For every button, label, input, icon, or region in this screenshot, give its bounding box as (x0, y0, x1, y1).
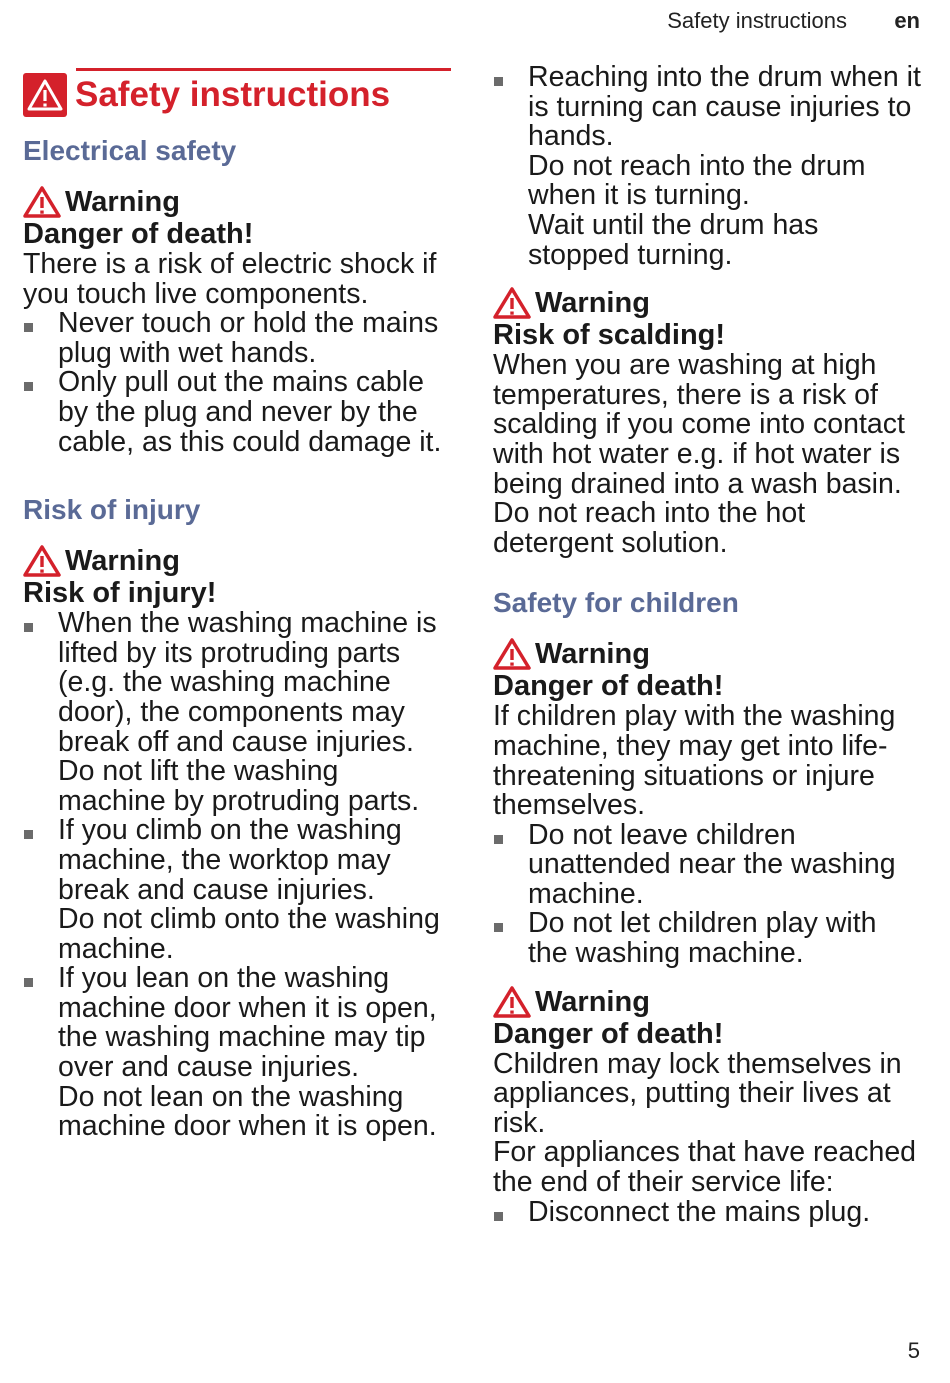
list-item: Disconnect the mains plug. (493, 1198, 923, 1228)
bullet-list (23, 609, 451, 1142)
right-column (493, 0, 923, 1227)
title-row (23, 73, 451, 117)
warning-triangle-icon (23, 186, 61, 218)
list-item-text: Reaching into the drum when it is turning can cause injuries to hands. (528, 61, 921, 153)
paragraph: For appliances that have reached the end of their service life: (493, 1136, 917, 1199)
warning-text: Warning (535, 638, 650, 671)
list-item-action: Do not climb onto the washing machine. (58, 903, 440, 965)
warning-triangle-icon (493, 986, 531, 1018)
hazard-text: Danger of death! (23, 218, 254, 250)
list-item-text: If you lean on the washing machine door when it is open, the washing machine may tip over and cause injuries. (58, 962, 437, 1084)
warning-triangle-icon (23, 73, 67, 117)
title-rule (76, 68, 451, 71)
warning-label (23, 186, 451, 218)
warning-triangle-icon (493, 638, 531, 670)
list-item-action: Do not lift the washing machine by protruding parts. (58, 755, 420, 817)
warning-label (493, 986, 923, 1018)
list-item (23, 964, 451, 1142)
bullet-list (493, 63, 923, 270)
header-section-title: Safety instructions (667, 8, 847, 33)
list-item: Do not let children play with the washing machine. (493, 909, 923, 968)
list-item (23, 816, 451, 964)
heading-risk-of-injury: Risk of injury (23, 494, 201, 526)
list-item: Only pull out the mains cable by the plug and never by the cable, as this could damage it. (23, 368, 451, 457)
page-title: Safety instructions (75, 75, 391, 114)
warning-text: Warning (535, 985, 650, 1018)
list-item-action: Do not reach into the drum when it is turning. (528, 149, 866, 212)
list-item-text: When the washing machine is lifted by its protruding parts (e.g. the washing machine door), the components may break off and cause injuries. (58, 607, 437, 758)
bullet-list (23, 309, 451, 457)
list-item (23, 609, 451, 816)
heading-electrical-safety: Electrical safety (23, 135, 237, 166)
hazard-text: Danger of death! (493, 1017, 724, 1050)
warning-text: Warning (65, 545, 180, 578)
warning-label (23, 545, 451, 577)
heading-safety-for-children: Safety for children (493, 587, 739, 619)
bullet-list (493, 1195, 923, 1228)
paragraph: Do not reach into the hot detergent solution. (493, 497, 806, 559)
warning-label (493, 287, 923, 319)
paragraph: Children may lock themselves in appliances, putting their lives at risk. (493, 1047, 902, 1139)
paragraph: When you are washing at high temperatures, there is a risk of scalding if you come into contact with hot water e.g. if hot water is being drained into a wash basin. (493, 349, 905, 500)
warning-triangle-icon (23, 545, 61, 577)
list-item: Do not leave children unattended near the washing machine. (493, 821, 923, 910)
paragraph: There is a risk of electric shock if you touch live components. (23, 248, 437, 310)
hazard-text: Risk of scalding! (493, 319, 726, 352)
left-column (23, 0, 451, 1142)
bullet-list (493, 818, 923, 970)
list-item: Never touch or hold the mains plug with wet hands. (23, 309, 451, 368)
paragraph: If children play with the washing machine, they may get into life-threatening situations or injure themselves. (493, 700, 896, 822)
list-item-text: If you climb on the washing machine, the worktop may break and cause injuries. (58, 814, 402, 906)
header-language-code: en (894, 8, 920, 33)
warning-triangle-icon (493, 287, 531, 319)
list-item-action: Wait until the drum has stopped turning. (528, 208, 819, 271)
list-item-action: Do not lean on the washing machine door when it is open. (58, 1080, 437, 1143)
hazard-text: Danger of death! (493, 670, 724, 703)
warning-text: Warning (65, 186, 180, 218)
page-number: 5 (907, 1338, 920, 1363)
list-item (493, 63, 923, 270)
hazard-text: Risk of injury! (23, 577, 217, 610)
warning-label (493, 638, 923, 670)
warning-text: Warning (535, 287, 650, 320)
